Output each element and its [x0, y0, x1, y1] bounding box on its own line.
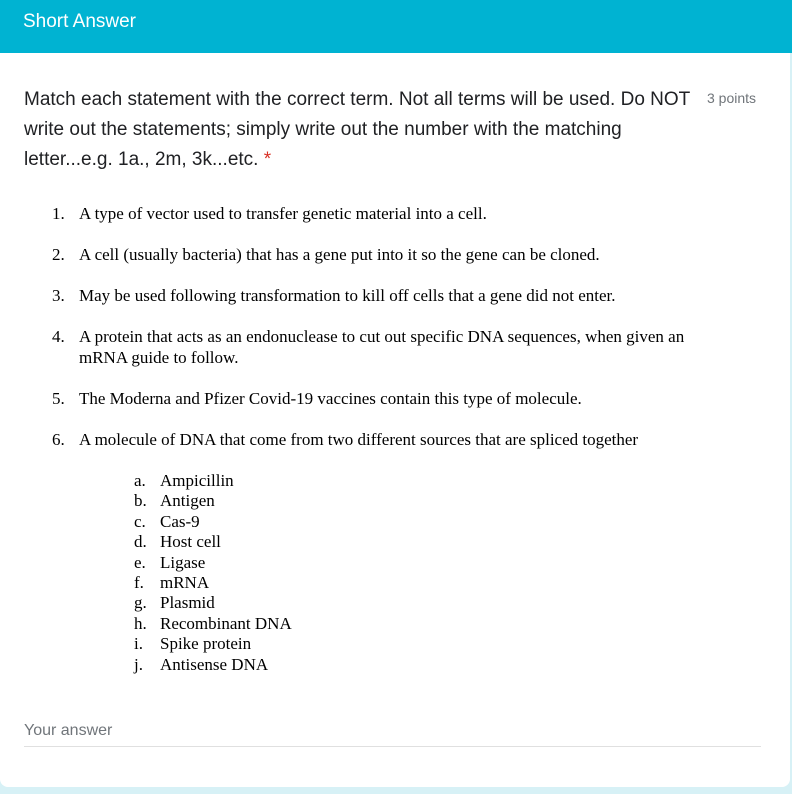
term-item [134, 614, 292, 634]
section-title: Short Answer [23, 11, 136, 32]
required-marker: * [263, 149, 272, 170]
term-letter: f. [134, 572, 144, 592]
term-item [134, 553, 292, 573]
term-item [134, 573, 292, 593]
question-title [24, 85, 714, 175]
term-item [134, 491, 292, 511]
statement-number: 5. [52, 389, 65, 408]
term-item [134, 655, 292, 675]
term-text: Spike protein [160, 634, 252, 654]
term-item [134, 471, 292, 491]
term-letter: d. [134, 532, 147, 552]
statement-number: 1. [52, 204, 65, 223]
term-text: Cas-9 [160, 511, 200, 531]
term-letter: g. [134, 593, 147, 613]
term-text: Plasmid [160, 593, 215, 613]
answer-input[interactable] [24, 715, 761, 747]
term-text: Ligase [160, 552, 206, 572]
section-header [0, 0, 792, 53]
statement-item [52, 244, 732, 265]
term-text: Host cell [160, 532, 221, 552]
question-card [0, 53, 790, 787]
statement-list [52, 203, 732, 450]
statement-text: The Moderna and Pfizer Covid-19 vaccines contain this type of molecule. [79, 389, 582, 408]
term-letter: e. [134, 552, 146, 572]
statement-item [52, 203, 732, 224]
term-item [134, 512, 292, 532]
question-text: Match each statement with the correct term. Not all terms will be used. Do NOT write out the statements; simply write out the number with the matching letter...e.g. 1a., 2m, 3k...etc. [24, 89, 690, 170]
term-text: mRNA [160, 572, 210, 592]
statement-text: A molecule of DNA that come from two different sources that are spliced together [79, 430, 639, 449]
statement-number: 4. [52, 327, 65, 346]
statement-item [52, 388, 732, 409]
term-text: Recombinant DNA [160, 613, 292, 633]
term-text: Ampicillin [160, 471, 234, 490]
statement-item [52, 429, 732, 450]
statement-number: 3. [52, 286, 65, 305]
statement-item [52, 326, 732, 368]
term-text: Antigen [160, 491, 215, 511]
points-label: 3 points [707, 90, 757, 106]
term-letter: c. [134, 511, 146, 531]
term-letter: a. [134, 471, 146, 490]
term-letter: h. [134, 613, 147, 633]
term-item [134, 593, 292, 613]
term-text: Antisense DNA [160, 654, 269, 674]
statement-number: 6. [52, 430, 65, 449]
term-item [134, 634, 292, 654]
term-letter: j. [134, 654, 143, 674]
statement-text: A type of vector used to transfer genetic material into a cell. [79, 204, 487, 223]
statement-text: A protein that acts as an endonuclease to cut out specific DNA sequences, when given an mRNA guide to follow. [79, 327, 685, 367]
term-letter: i. [134, 634, 143, 654]
term-list [134, 471, 292, 675]
term-letter: b. [134, 491, 147, 511]
statement-text: May be used following transformation to kill off cells that a gene did not enter. [79, 286, 616, 305]
term-item [134, 532, 292, 552]
statement-text: A cell (usually bacteria) that has a gene put into it so the gene can be cloned. [79, 245, 600, 264]
statement-item [52, 285, 732, 306]
statement-number: 2. [52, 245, 65, 264]
